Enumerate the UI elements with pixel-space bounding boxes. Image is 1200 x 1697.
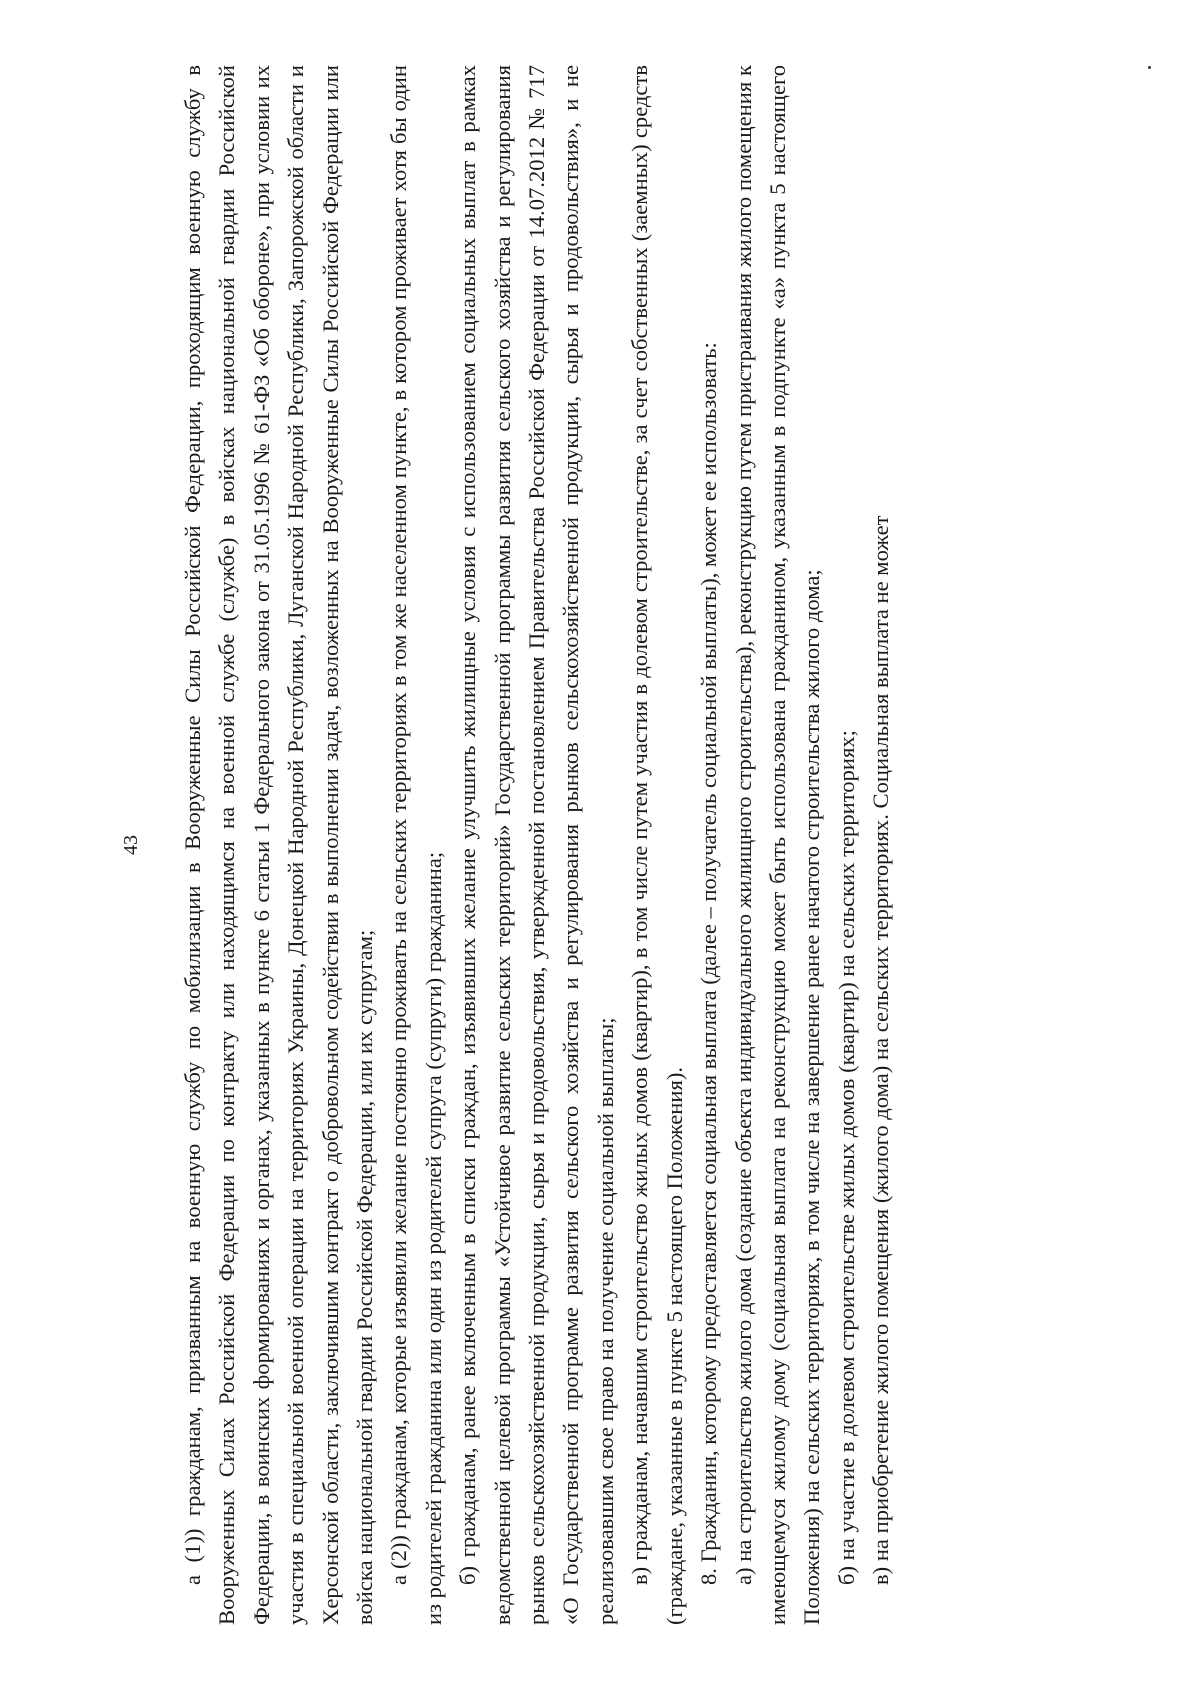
paragraph-8b: б) на участие в долевом строительстве жилых домов (квартир) на сельских территориях; [833,730,859,1585]
paragraph-8: 8. Гражданин, которому предоставляется социальная выплата (далее – получатель социальной выплаты), может ее использовать: [696,342,722,1585]
paragraph-b: б) гражданам, ранее включенным в списки граждан, изъявивших желание улучшить жилищные условия с использованием социальных выплат в рамках ведомственной целевой программы «Устойчивое развитие сельских территорий» Государственной программы развития сельского хозяйства и регулирования рынков сельскохозяйственной продукции, сырья и продовольствия, утвержденной постановлением Правительства Российской Федерации от 14.07.2012 № 717 «О Государственной программе развития сельского хозяйства и регулирования рынков сельскохозяйственной продукции, сырья и продовольствия», и не реализовавшим свое право на получение социальной выплаты; [455,65,618,1625]
paragraph-8v: в) на приобретение жилого помещения (жилого дома) на сельских территориях. Социальная выплата не может [868,515,894,1585]
body-text [176,65,899,1625]
paragraph-a2: а (2)) гражданам, которые изъявили желание постоянно проживать на сельских территориях в том же населенном пункте, в котором проживает хотя бы один из родителей гражданина или один из родителей супруга (супруги) гражданина; [386,65,446,1625]
scan-speck [1148,66,1151,69]
rotated-text-container [120,65,1080,1625]
page-number: 43 [120,835,142,855]
paragraph-a1: а (1)) гражданам, призванным на военную службу по мобилизации в Вооруженные Силы Российской Федерации, проходящим военную службу в Вооруженных Силах Российской Федерации по контракту или находящимся на военной службе (службе) в войсках национальной гвардии Российской Федерации, в воинских формированиях и органах, указанных в пункте 6 статьи 1 Федерального закона от 31.05.1996 № 61-ФЗ «Об обороне», при условии их участия в специальной военной операции на территориях Украины, Донецкой Народной Республики, Луганской Народной Республики, Запорожской области и Херсонской области, заключившим контракт о добровольном содействии в выполнении задач, возложенных на Вооруженные Силы Российской Федерации или войска национальной гвардии Российской Федерации, или их супругам; [180,65,378,1625]
paragraph-v: в) гражданам, начавшим строительство жилых домов (квартир), в том числе путем участия в долевом строительстве, за счет собственных (заемных) средств (граждане, указанные в пункте 5 настоящего Положения). [627,65,687,1625]
paragraph-8a: а) на строительство жилого дома (создание объекта индивидуального жилищного строительства), реконструкцию путем пристраивания жилого помещения к имеющемуся жилому дому (социальная выплата на реконструкцию может быть использована гражданином, указанным в подпункте «а» пункта 5 настоящего Положения) на сельских территориях, в том числе на завершение ранее начатого строительства жилого дома; [730,65,825,1625]
